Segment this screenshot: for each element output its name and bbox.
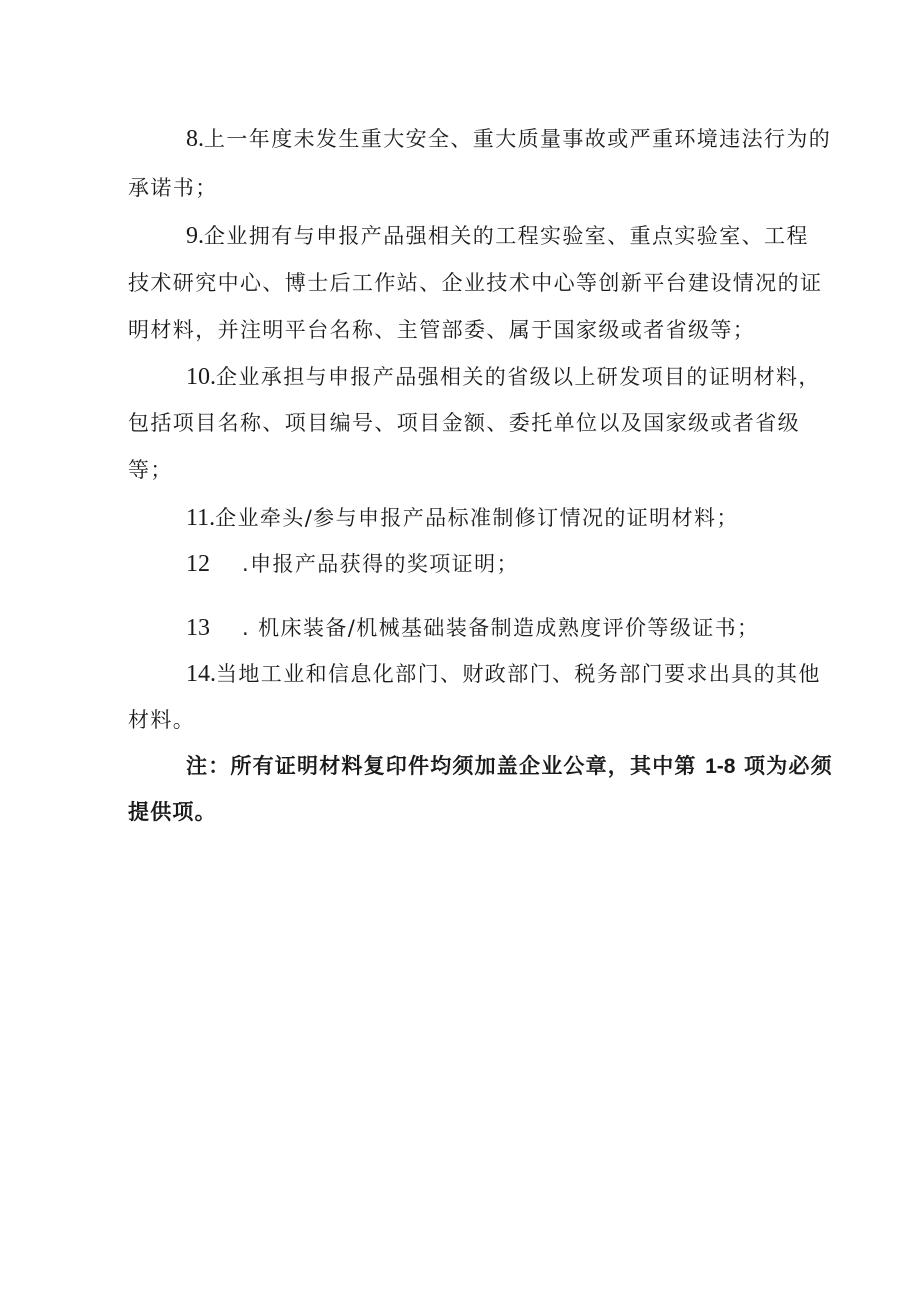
list-item-14 <box>186 659 821 689</box>
item-number: 14. <box>186 661 216 687</box>
note-item-range: 1-8 <box>705 755 736 778</box>
note-text: 项为必须 <box>744 754 833 778</box>
item-number: 13 <box>186 615 210 641</box>
list-item-9-continuation <box>128 315 755 345</box>
item-text: 企业牵头/参与申报产品标准制修订情况的证明材料； <box>215 506 739 530</box>
item-text: 技术研究中心、博士后工作站、企业技术中心等创新平台建设情况的证 <box>128 271 823 295</box>
item-text: 企业拥有与申报产品强相关的工程实验室、重点实验室、工程 <box>204 224 809 248</box>
item-text: 上一年度未发生重大安全、重大质量事故或严重环境违法行为的 <box>204 127 832 151</box>
item-text: 等； <box>128 458 173 482</box>
list-item-14-continuation <box>128 705 195 735</box>
note-text: 注：所有证明材料复印件均须加盖企业公章，其中第 <box>186 754 697 778</box>
list-item-12 <box>186 549 519 579</box>
list-item-11 <box>186 503 739 533</box>
item-text: .申报产品获得的奖项证明； <box>242 552 519 576</box>
item-text: . 机床装备/机械基础装备制造成熟度评价等级证书； <box>242 616 760 640</box>
list-item-13 <box>186 613 759 643</box>
note-continuation <box>128 797 217 827</box>
list-item-10 <box>186 362 821 392</box>
item-text: 企业承担与申报产品强相关的省级以上研发项目的证明材料， <box>216 365 821 389</box>
item-text: 包括项目名称、项目编号、项目金额、委托单位以及国家级或者省级 <box>128 411 800 435</box>
item-number: 8. <box>186 126 204 152</box>
item-number: 12 <box>186 551 210 577</box>
list-item-8 <box>186 124 831 154</box>
item-number: 9. <box>186 223 204 249</box>
item-text: 材料。 <box>128 708 196 732</box>
list-item-8-continuation <box>128 173 218 203</box>
list-item-9 <box>186 221 809 251</box>
list-item-9-continuation <box>128 268 822 298</box>
item-text: 当地工业和信息化部门、财政部门、税务部门要求出具的其他 <box>216 662 821 686</box>
item-number: 10. <box>186 364 216 390</box>
list-item-10-continuation <box>128 408 800 438</box>
item-number: 11. <box>186 505 216 531</box>
item-text: 承诺书； <box>128 176 218 200</box>
note-paragraph <box>186 751 833 782</box>
note-text: 提供项。 <box>128 800 217 824</box>
item-text: 明材料，并注明平台名称、主管部委、属于国家级或者省级等； <box>128 318 756 342</box>
list-item-10-continuation <box>128 455 173 485</box>
